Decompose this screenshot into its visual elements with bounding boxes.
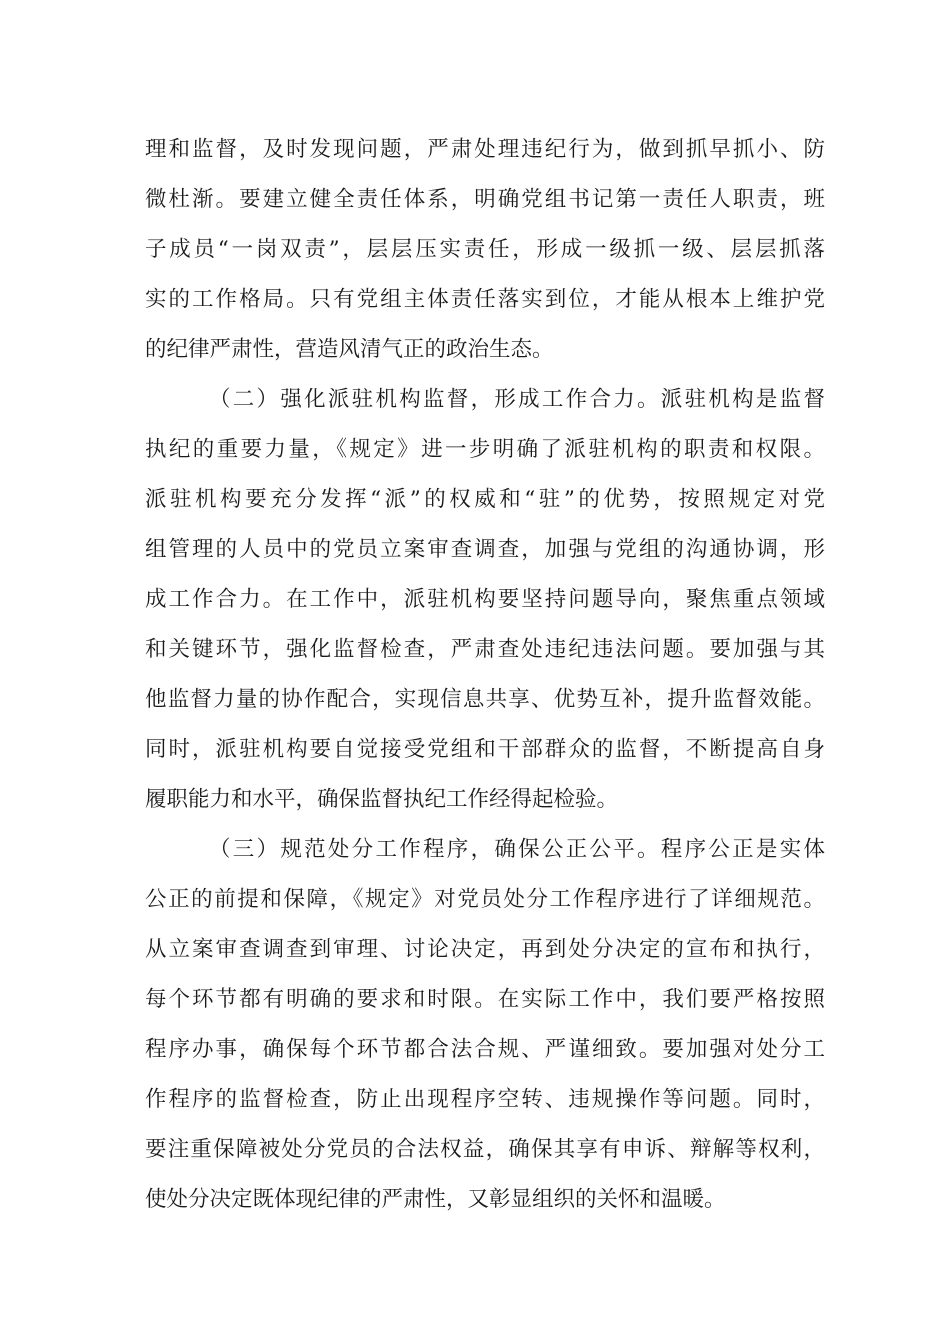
text-line: 执纪的重要力量，《规定》进一步明确了派驻机构的职责和权限。	[145, 437, 825, 462]
text-line: 子成员“一岗双责”，层层压实责任，形成一级抓一级、层层抓落	[145, 237, 825, 262]
paragraph-1	[145, 125, 825, 375]
text-line: 履职能力和水平，确保监督执纪工作经得起检验。	[145, 787, 619, 812]
text-line: 微杜渐。要建立健全责任体系，明确党组书记第一责任人职责，班	[145, 187, 825, 212]
text-line: 成工作合力。在工作中，派驻机构要坚持问题导向，聚焦重点领域	[145, 587, 825, 612]
text-line: 程序办事，确保每个环节都合法合规、严谨细致。要加强对处分工	[145, 1037, 825, 1062]
paragraph-3	[145, 825, 825, 1225]
text-line: 作程序的监督检查，防止出现程序空转、违规操作等问题。同时，	[145, 1087, 825, 1112]
paragraph-2	[145, 375, 825, 825]
text-line: 实的工作格局。只有党组主体责任落实到位，才能从根本上维护党	[145, 287, 825, 312]
text-line: 和关键环节，强化监督检查，严肃查处违纪违法问题。要加强与其	[145, 637, 825, 662]
text-line: 公正的前提和保障，《规定》对党员处分工作程序进行了详细规范。	[145, 887, 825, 912]
text-line: 每个环节都有明确的要求和时限。在实际工作中，我们要严格按照	[145, 987, 825, 1012]
text-line: 派驻机构要充分发挥“派”的权威和“驻”的优势，按照规定对党	[145, 487, 825, 512]
section-heading-line: （三）规范处分工作程序，确保公正公平。程序公正是实体	[209, 837, 825, 862]
text-line: 理和监督，及时发现问题，严肃处理违纪行为，做到抓早抓小、防	[145, 137, 825, 162]
text-line: 他监督力量的协作配合，实现信息共享、优势互补，提升监督效能。	[145, 687, 825, 712]
text-line: 的纪律严肃性，营造风清气正的政治生态。	[145, 337, 554, 362]
text-line: 同时，派驻机构要自觉接受党组和干部群众的监督，不断提高自身	[145, 737, 825, 762]
document-body	[145, 125, 825, 1225]
text-line: 要注重保障被处分党员的合法权益，确保其享有申诉、辩解等权利，	[145, 1137, 825, 1162]
text-line: 使处分决定既体现纪律的严肃性，又彰显组织的关怀和温暖。	[145, 1187, 726, 1212]
text-line: 组管理的人员中的党员立案审查调查，加强与党组的沟通协调，形	[145, 537, 825, 562]
text-line: 从立案审查调查到审理、讨论决定，再到处分决定的宣布和执行，	[145, 937, 825, 962]
section-heading-line: （二）强化派驻机构监督，形成工作合力。派驻机构是监督	[209, 387, 825, 412]
